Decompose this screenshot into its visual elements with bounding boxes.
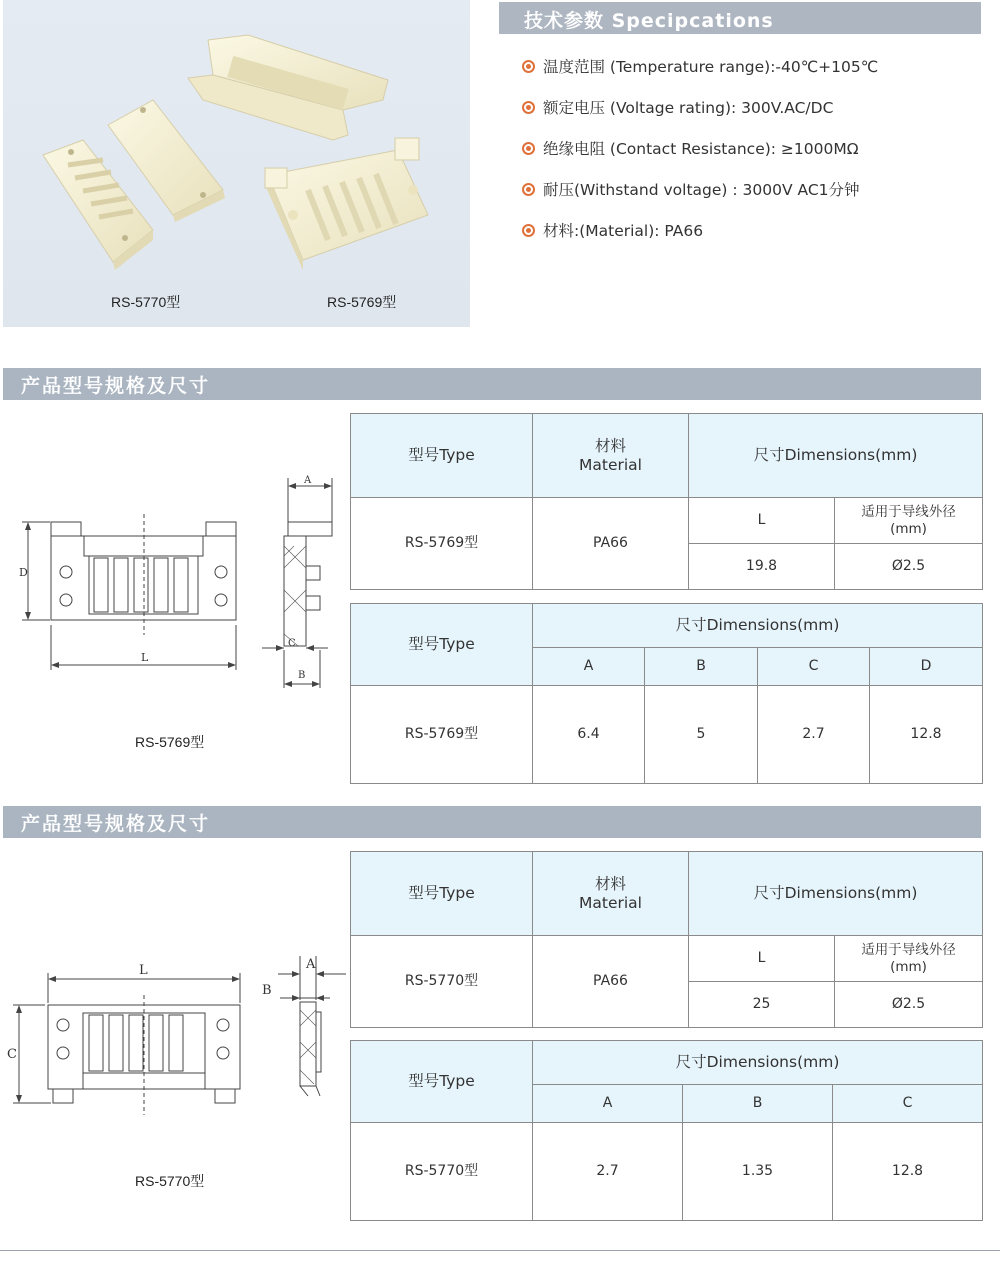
cell-material: PA66 [533,936,689,1028]
header-material [533,852,689,936]
header-material-cn: 材料 [594,874,626,893]
header-dimensions: 尺寸Dimensions(mm) [689,414,983,498]
cell-material: PA66 [533,498,689,590]
cell-b: 1.35 [683,1123,833,1221]
rs5770-front-drawing [5,955,250,1120]
product-photo [3,0,470,327]
cell-l-value: 19.8 [689,544,835,590]
photo-caption-rs5770: RS-5770型 [111,294,181,310]
dim-label-a: A [304,475,312,486]
cell-wire-value: Ø2.5 [835,982,983,1028]
header-type: 型号Type [351,852,533,936]
header-d: D [870,648,983,686]
connector-part-right [265,138,428,270]
rs5770-dimension-table [350,1040,983,1221]
subheader-l: L [689,936,835,982]
bullet-icon [522,142,535,155]
bullet-icon [522,224,535,237]
rs5769-dimension-table [350,603,983,784]
section2-title: 产品型号规格及尺寸 [21,813,211,835]
drawing-caption-rs5770: RS-5770型 [135,1173,205,1189]
header-material-cn: 材料 [594,436,626,455]
cell-model: RS-5770型 [351,1123,533,1221]
spec-text: 额定电压 (Voltage rating): 300V.AC/DC [543,99,834,117]
header-c: C [758,648,870,686]
header-b: B [645,648,758,686]
cell-b: 5 [645,686,758,784]
dim-label-b: B [298,670,306,681]
photo-caption-rs5769: RS-5769型 [327,294,397,310]
bottom-divider [0,1250,1000,1251]
connector-photo-illustration [3,0,470,327]
connector-part-top [188,35,388,140]
spec-item-material [522,219,703,241]
dim-label-l: L [141,651,149,664]
dim-label-c: C [288,638,296,649]
section2-title-bar [3,806,981,838]
header-material-en: Material [579,455,642,474]
rs5769-front-drawing [14,510,254,680]
subheader-wire [835,498,983,544]
header-dimensions: 尺寸Dimensions(mm) [533,1041,983,1085]
rs5769-side-drawing [258,470,338,690]
header-b: B [683,1085,833,1123]
rs5770-material-table [350,851,983,1028]
header-type: 型号Type [351,604,533,686]
subheader-wire-cn: 适用于导线外径 [861,503,956,520]
dim-label-b: B [262,983,272,998]
cell-model: RS-5769型 [351,498,533,590]
header-c: C [833,1085,983,1123]
header-a: A [533,648,645,686]
spec-item-resistance [522,137,859,159]
spec-text: 温度范围 (Temperature range):-40℃+105℃ [543,58,879,76]
cell-a: 2.7 [533,1123,683,1221]
subheader-wire [835,936,983,982]
subheader-l: L [689,498,835,544]
subheader-wire-unit: (mm) [890,520,927,537]
bullet-icon [522,101,535,114]
header-material-en: Material [579,893,642,912]
cell-a: 6.4 [533,686,645,784]
header-dimensions: 尺寸Dimensions(mm) [689,852,983,936]
cell-model: RS-5770型 [351,936,533,1028]
drawing-caption-rs5769: RS-5769型 [135,734,205,750]
cell-c: 12.8 [833,1123,983,1221]
cell-d: 12.8 [870,686,983,784]
bullet-icon [522,183,535,196]
subheader-wire-unit: (mm) [890,958,927,975]
rs5769-material-table [350,413,983,590]
spec-text: 绝缘电阻 (Contact Resistance): ≥1000MΩ [543,140,859,158]
cell-c: 2.7 [758,686,870,784]
spec-item-temperature [522,55,878,77]
header-material [533,414,689,498]
rs5770-side-drawing [258,950,353,1100]
section1-title-bar [3,368,981,400]
cell-wire-value: Ø2.5 [835,544,983,590]
spec-item-withstand [522,178,860,200]
spec-item-voltage [522,96,833,118]
specs-title-bar [499,2,981,34]
section1-title: 产品型号规格及尺寸 [21,375,211,397]
header-type: 型号Type [351,414,533,498]
subheader-wire-cn: 适用于导线外径 [861,941,956,958]
specs-title: 技术参数 Specipcations [524,10,774,32]
header-a: A [533,1085,683,1123]
dim-label-a: A [306,957,316,972]
dim-label-l: L [139,963,148,978]
dim-label-d: D [19,566,28,579]
cell-l-value: 25 [689,982,835,1028]
spec-text: 材料:(Material): PA66 [543,222,704,240]
cell-model: RS-5769型 [351,686,533,784]
header-dimensions: 尺寸Dimensions(mm) [533,604,983,648]
dim-label-c: C [7,1047,17,1062]
bullet-icon [522,60,535,73]
header-type: 型号Type [351,1041,533,1123]
spec-text: 耐压(Withstand voltage) : 3000V AC1分钟 [543,181,860,199]
